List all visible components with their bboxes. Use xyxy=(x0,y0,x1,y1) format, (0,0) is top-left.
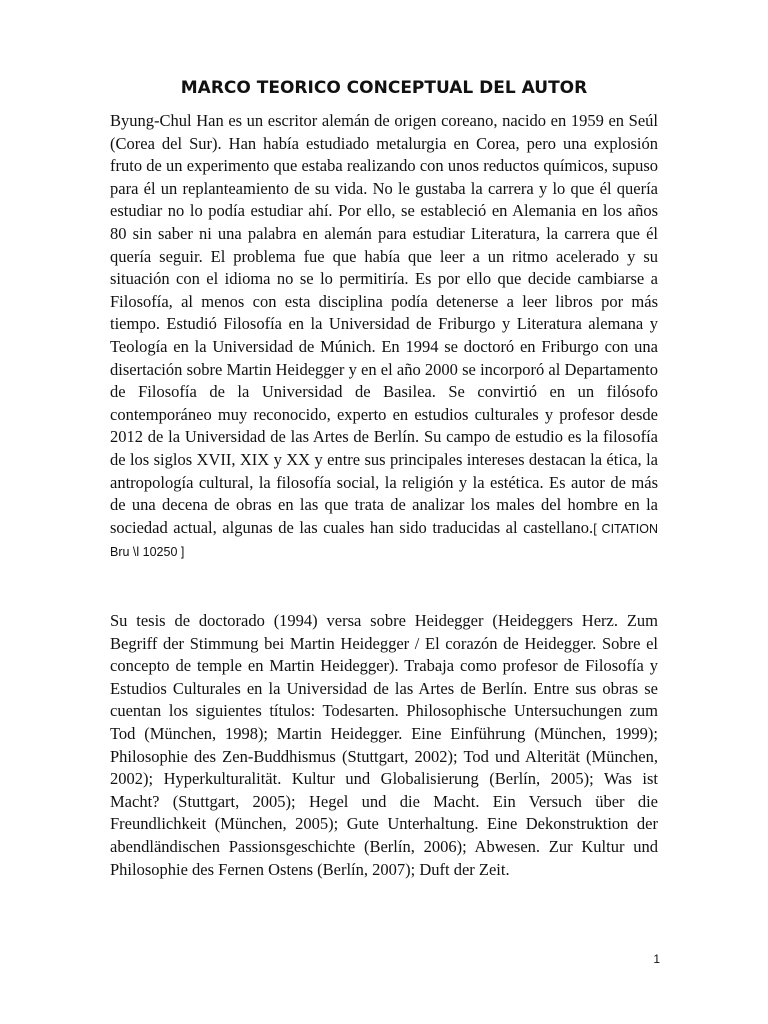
paragraph-works: Su tesis de doctorado (1994) versa sobre Heidegger (Heideggers Herz. Zum Begriff der Stimmung bei Martin Heidegger / El corazón de Heidegger. Sobre el concepto de temple en Martin Heidegger). Trabaja como profesor de Filosofía y Estudios Culturales en la Universidad de las Artes de Berlín. Entre sus obras se cuentan los siguientes títulos: Todesarten. Philosophische Untersuchungen zum Tod (München, 1998); Martin Heidegger. Eine Einführung (München, 1999); Philosophie des Zen-Buddhismus (Stuttgart, 2002); Tod und Alterität (München, 2002); Hyperkulturalität. Kultur und Globalisierung (Berlín, 2005); Was ist Macht? (Stuttgart, 2005); Hegel und die Macht. Ein Versuch über die Freundlichkeit (München, 2005); Gute Unterhaltung. Eine Dekonstruktion der abendländischen Passionsgeschichte (Berlín, 2006); Abwesen. Zur Kultur und Philosophie des Fernen Ostens (Berlín, 2007); Duft der Zeit. xyxy=(110,611,658,879)
citation-field: [ CITATION Bru \l 10250 ] xyxy=(110,521,659,560)
page-number: 1 xyxy=(653,952,660,966)
paragraph-biography-text: Byung-Chul Han es un escritor alemán de origen coreano, nacido en 1959 en Seúl (Corea del Sur). Han había estudiado metalurgia en Corea, pero una explosión fruto de un experimento que estaba realizando con unos reductos químicos, supuso para él un replanteamiento de su vida. No le gustaba la carrera y lo que él quería estudiar no lo podía estudiar ahí. Por ello, se estableció en Alemania en los años 80 sin saber ni una palabra en alemán para estudiar Literatura, la carrera que él quería seguir. El problema fue que había que leer a un ritmo acelerado y su situación con el idioma no se lo permitiría. Es por ello que decide cambiarse a Filosofía, al menos con esta disciplina podía detenerse a leer libros por más tiempo. Estudió Filosofía en la Universidad de Friburgo y Literatura alemana y Teología en la Universidad de Múnich. En 1994 se doctoró en Friburgo con una disertación sobre Martin Heidegger y en el año 2000 se incorporó al Departamento de Filosofía de la Universidad de Basilea. Se convirtió en un filósofo contemporáneo muy reconocido, experto en estudios culturales y profesor desde 2012 de la Universidad de las Artes de Berlín. Su campo de estudio es la filosofía de los siglos XVII, XIX y XX y entre sus principales intereses destacan la ética, la antropología cultural, la filosofía social, la religión y la estética. Es autor de más de una decena de obras en las que trata de analizar los males del hombre en la sociedad actual, algunas de las cuales han sido traducidas al castellano. xyxy=(110,111,658,537)
paragraph-biography xyxy=(110,110,658,564)
page-title: MARCO TEORICO CONCEPTUAL DEL AUTOR xyxy=(180,78,588,98)
